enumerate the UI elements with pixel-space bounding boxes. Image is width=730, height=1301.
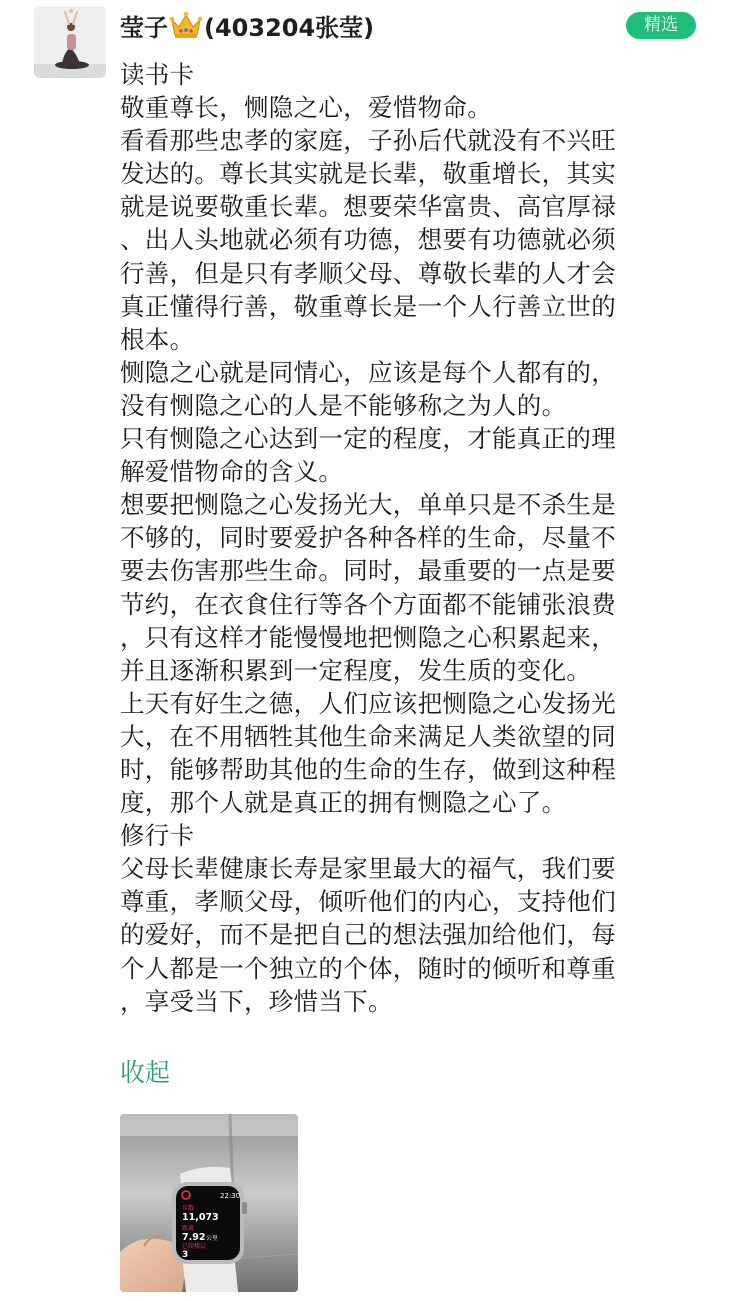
username[interactable] [120,6,374,44]
post-line: 父母长辈健康长寿是家里最大的福气，我们要 [120,854,616,884]
post-line: 根本。 [120,324,195,354]
username-prefix: 莹子 [120,13,168,42]
featured-badge: 精选 [626,12,696,39]
post-line: 个人都是一个独立的个体，随时的倾听和尊重 [120,953,616,983]
post-line: 要去伤害那些生命。同时，最重要的一点是要 [120,556,616,586]
post-line: 没有恻隐之心的人是不能够称之为人的。 [120,390,567,420]
post-line: 修行卡 [120,821,195,851]
post-line: 真正懂得行善，敬重尊长是一个人行善立世的 [120,291,616,321]
post-line: 看看那些忠孝的家庭，子孙后代就没有不兴旺 [120,126,616,156]
post-line: 敬重尊长，恻隐之心，爱惜物命。 [120,93,492,123]
watch-flights-label: 已爬楼层 [182,1243,207,1250]
post-line: 、出人头地就必须有功德，想要有功德就必须 [120,225,616,255]
post-line: 节约，在衣食住行等各个方面都不能铺张浪费 [120,589,616,619]
post-line: ，享受当下，珍惜当下。 [120,986,393,1016]
watch-distance-unit: 公里 [206,1235,219,1242]
watch-time: 22:30 [220,1192,241,1200]
post-line: ，只有这样才能慢慢地把恻隐之心积累起来， [120,622,616,652]
post-line: 并且逐渐积累到一定程度，发生质的变化。 [120,655,592,685]
post-line: 想要把恻隐之心发扬光大，单单只是不杀生是 [120,490,616,520]
username-suffix: (403204张莹) [204,13,375,42]
watch-distance-label: 距离 [182,1225,195,1232]
post-line: 大，在不用牺牲其他生命来满足人类欲望的同 [120,721,616,751]
watch-flights-value: 3 [182,1250,189,1260]
post-line: 度，那个人就是真正的拥有恻隐之心了。 [120,788,567,818]
collapse-link[interactable]: 收起 [120,1058,171,1087]
watch-photo [120,1114,298,1292]
post-line: 上天有好生之德，人们应该把恻隐之心发扬光 [120,688,616,718]
post-line: 发达的。尊长其实就是长辈，敬重增长，其实 [120,159,616,189]
avatar-image [34,6,106,78]
post-line: 读书卡 [120,60,195,89]
post-photo[interactable] [120,1114,298,1292]
post-body [120,58,680,1018]
crown-emoji-icon [169,10,203,40]
watch-steps-label: 步数 [182,1205,195,1212]
post-line: 行善，但是只有孝顺父母、尊敬长辈的人才会 [120,258,616,288]
watch-distance-value: 7.92 [182,1232,206,1243]
post-line: 尊重，孝顺父母，倾听他们的内心，支持他们 [120,887,616,917]
post-line: 就是说要敬重长辈。想要荣华富贵、高官厚禄 [120,192,616,222]
post-line: 不够的，同时要爱护各种各样的生命，尽量不 [120,523,616,553]
post-line: 恻隐之心就是同情心，应该是每个人都有的， [120,357,616,387]
post-line: 解爱惜物命的含义。 [120,457,344,487]
watch-steps-value: 11,073 [182,1212,219,1223]
post-line: 时，能够帮助其他的生命的生存，做到这种程 [120,754,616,784]
post-line: 的爱好，而不是把自己的想法强加给他们，每 [120,920,616,950]
post-line: 只有恻隐之心达到一定的程度，才能真正的理 [120,424,616,454]
avatar[interactable] [34,6,106,78]
